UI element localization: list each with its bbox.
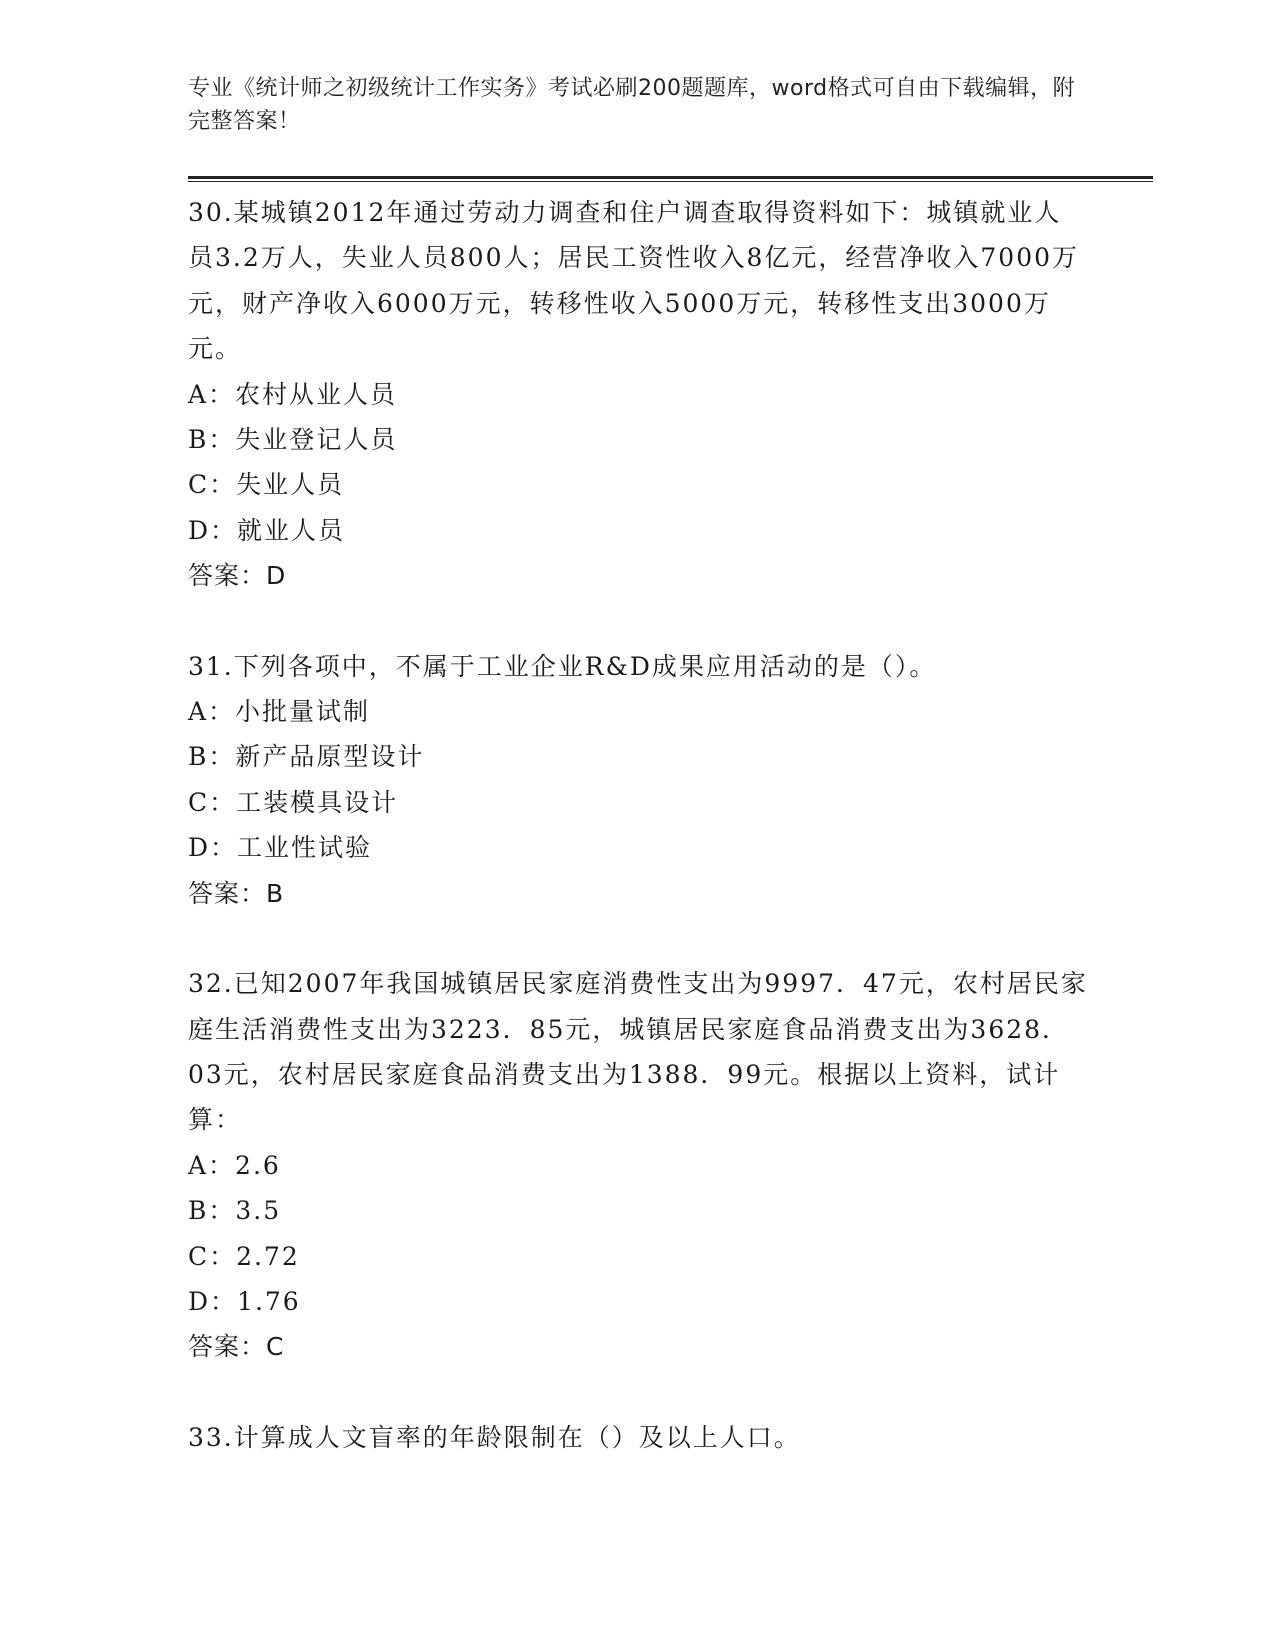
question-32 xyxy=(188,961,1088,1370)
option-b: B：3.5 xyxy=(188,1196,282,1226)
option-d: D：1.76 xyxy=(188,1286,301,1316)
header-divider-thick xyxy=(188,176,1153,179)
option-b: B：失业登记人员 xyxy=(188,425,398,455)
option-d: D：就业人员 xyxy=(188,515,346,545)
option-d: D：工业性试验 xyxy=(188,833,373,863)
option-a: A：农村从业人员 xyxy=(188,379,398,409)
option-c: C：失业人员 xyxy=(188,470,345,500)
document-header: 专业《统计师之初级统计工作实务》考试必刷200题题库，word格式可自由下载编辑，附完整答案！ xyxy=(188,76,1076,134)
question-stem: 31.下列各项中，不属于工业企业R&D成果应用活动的是（）。 xyxy=(188,651,937,681)
answer-line: 答案：C xyxy=(188,1332,285,1362)
header-divider-thin xyxy=(188,181,1153,182)
option-a: A：2.6 xyxy=(188,1150,281,1180)
question-stem: 32.已知2007年我国城镇居民家庭消费性支出为9997．47元，农村居民家庭生活消费性支出为3223．85元，城镇居民家庭食品消费支出为3628．03元，农村居民家庭食品消费支出为1388．99元。根据以上资料，试计算： xyxy=(188,969,1088,1135)
question-stem: 33.计算成人文盲率的年龄限制在（）及以上人口。 xyxy=(188,1422,801,1452)
question-31 xyxy=(188,644,1088,916)
question-list xyxy=(188,190,1088,1505)
option-b: B：新产品原型设计 xyxy=(188,742,425,772)
question-30 xyxy=(188,190,1088,599)
option-c: C：工装模具设计 xyxy=(188,787,399,817)
question-stem: 30.某城镇2012年通过劳动力调查和住户调查取得资料如下：城镇就业人员3.2万人，失业人员800人；居民工资性收入8亿元，经营净收入7000万元，财产净收入6000万元，转移性收入5000万元，转移性支出3000万元。 xyxy=(188,198,1080,364)
question-33 xyxy=(188,1415,1088,1460)
answer-line: 答案：D xyxy=(188,561,287,591)
option-c: C：2.72 xyxy=(188,1241,300,1271)
option-a: A：小批量试制 xyxy=(188,697,371,727)
answer-line: 答案：B xyxy=(188,878,285,908)
